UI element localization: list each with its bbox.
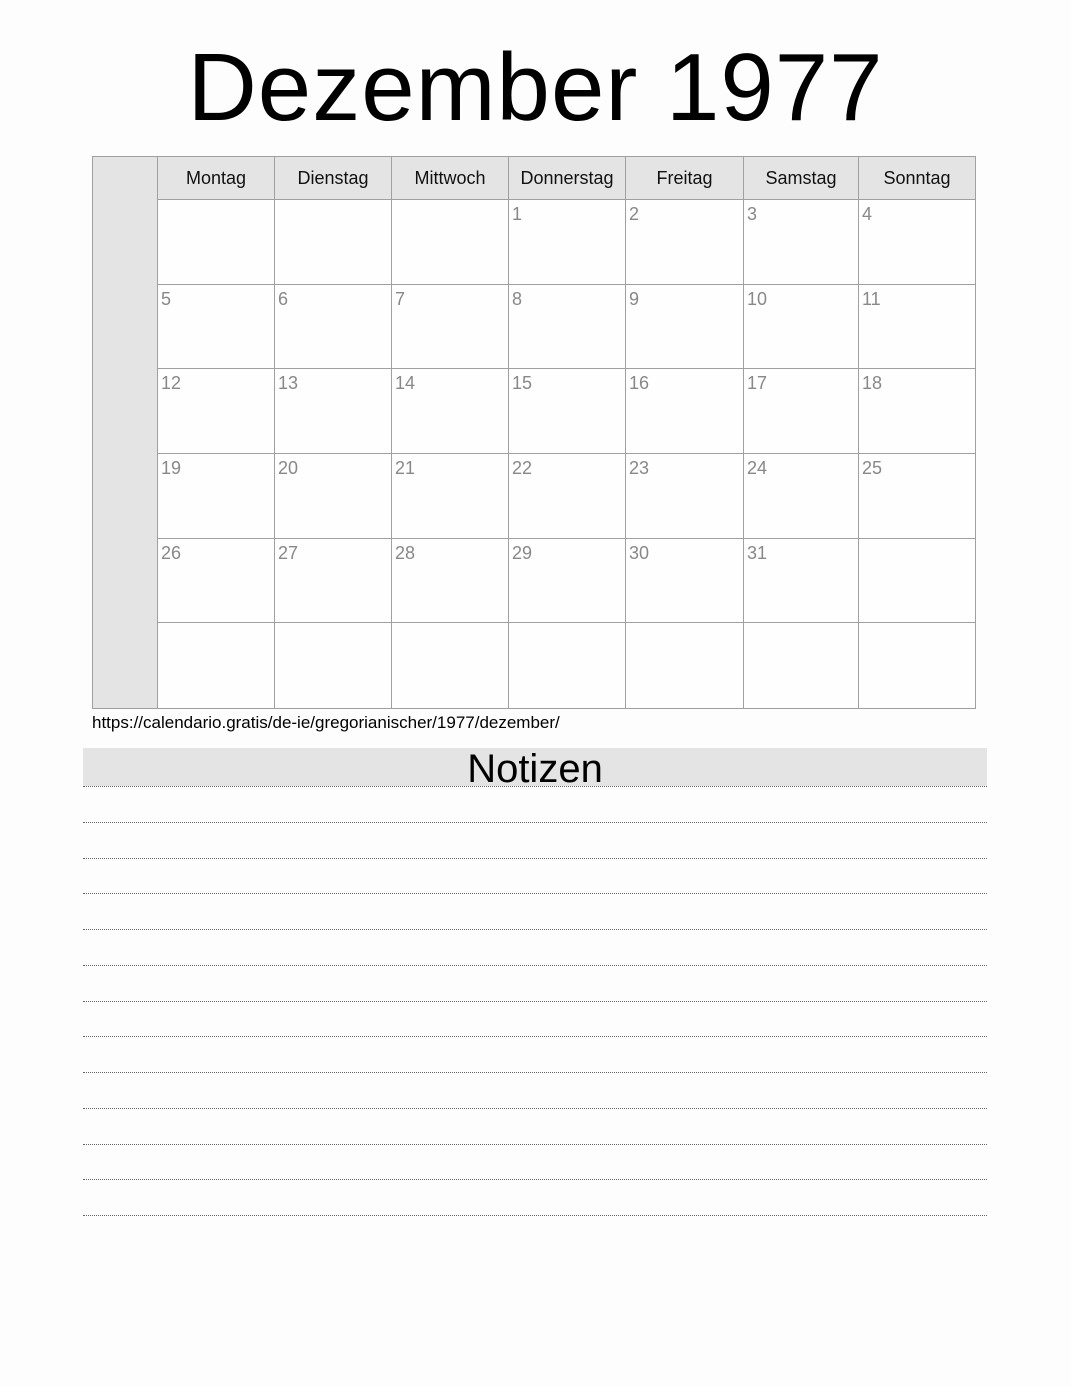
day-cell: 25 — [859, 454, 975, 539]
note-line — [83, 786, 987, 822]
weekday-header: Donnerstag — [509, 157, 626, 200]
weekday-header: Dienstag — [275, 157, 392, 200]
day-cell: 24 — [744, 454, 859, 539]
day-cell: 10 — [744, 285, 859, 370]
note-line — [83, 929, 987, 965]
note-line — [83, 1179, 987, 1215]
day-cell: 17 — [744, 369, 859, 454]
day-cell — [859, 623, 975, 708]
note-line — [83, 1215, 987, 1251]
note-line — [83, 965, 987, 1001]
day-cell: 8 — [509, 285, 626, 370]
note-line — [83, 1144, 987, 1180]
day-cell: 5 — [158, 285, 275, 370]
day-cell — [859, 539, 975, 624]
weekday-header: Sonntag — [859, 157, 975, 200]
day-cell: 14 — [392, 369, 509, 454]
weekday-header: Samstag — [744, 157, 859, 200]
note-line — [83, 1108, 987, 1144]
source-url[interactable]: https://calendario.gratis/de-ie/gregorianischer/1977/dezember/ — [92, 713, 560, 732]
day-cell: 28 — [392, 539, 509, 624]
day-cell: 29 — [509, 539, 626, 624]
day-cell — [626, 623, 744, 708]
day-cell: 21 — [392, 454, 509, 539]
week-number-column — [93, 157, 158, 708]
day-cell — [275, 623, 392, 708]
day-cell: 7 — [392, 285, 509, 370]
day-cell: 2 — [626, 200, 744, 285]
notes-heading: Notizen — [83, 748, 987, 786]
weekday-header: Montag — [158, 157, 275, 200]
day-cell: 15 — [509, 369, 626, 454]
day-cell: 1 — [509, 200, 626, 285]
day-cell: 9 — [626, 285, 744, 370]
calendar-grid — [158, 157, 975, 708]
day-cell: 3 — [744, 200, 859, 285]
note-line — [83, 1036, 987, 1072]
note-line — [83, 858, 987, 894]
day-cell: 27 — [275, 539, 392, 624]
day-cell — [744, 623, 859, 708]
day-cell: 18 — [859, 369, 975, 454]
day-cell: 12 — [158, 369, 275, 454]
note-line — [83, 893, 987, 929]
day-cell: 6 — [275, 285, 392, 370]
weekday-header: Mittwoch — [392, 157, 509, 200]
day-cell: 22 — [509, 454, 626, 539]
day-cell: 23 — [626, 454, 744, 539]
weekday-header: Freitag — [626, 157, 744, 200]
note-line — [83, 1001, 987, 1037]
day-cell: 4 — [859, 200, 975, 285]
day-cell — [275, 200, 392, 285]
page-title: Dezember 1977 — [187, 34, 884, 141]
notes-lines — [83, 786, 987, 1251]
day-cell — [158, 623, 275, 708]
day-cell — [392, 200, 509, 285]
day-cell — [392, 623, 509, 708]
day-cell: 13 — [275, 369, 392, 454]
day-cell — [509, 623, 626, 708]
day-cell: 19 — [158, 454, 275, 539]
month-calendar — [92, 156, 976, 709]
day-cell: 26 — [158, 539, 275, 624]
day-cell: 11 — [859, 285, 975, 370]
day-cell: 20 — [275, 454, 392, 539]
day-cell — [158, 200, 275, 285]
day-cell: 31 — [744, 539, 859, 624]
note-line — [83, 822, 987, 858]
day-cell: 16 — [626, 369, 744, 454]
note-line — [83, 1072, 987, 1108]
day-cell: 30 — [626, 539, 744, 624]
